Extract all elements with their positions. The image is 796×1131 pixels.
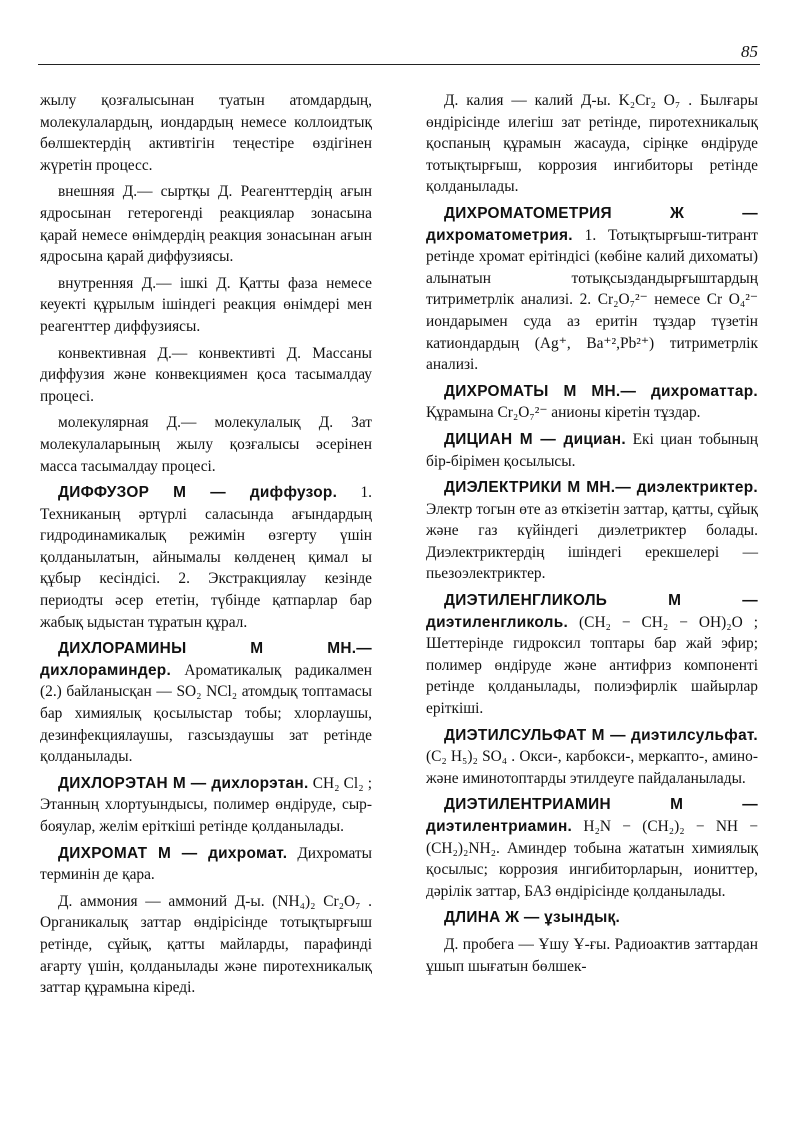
entry-headword: ДИХЛОРАМИНЫ М МН.— дихлораминдер. bbox=[40, 640, 372, 679]
dictionary-entry bbox=[426, 590, 758, 720]
entry-headword: ДИЦИАН М — дициан. bbox=[444, 430, 626, 448]
dictionary-entry bbox=[426, 907, 758, 929]
entry-text: 1. Техниканың әртүрлі саласында ағындардың гидродинамикалық режимін өзгерту үшін қолданылатын, айнымалы көлденең қимал ы құбыр кесіндісі. 2. Экстракциялау кезінде периодты әсер ететін, түбінде қатпарлар бар жабық ыдыстан тұратын құрал. bbox=[40, 484, 372, 631]
entry-text: Д. аммония — аммоний Д-ы. (NH₄)₂ Cr₂O₇ . Органикалық заттар өндірісінде тотықтырғыш ретінде, сұйық, қатты майларды, парафинді ағарту үшін, қолданылады және пиротехникалық заттар құрамына кіреді. bbox=[40, 892, 372, 997]
page-number: 85 bbox=[741, 42, 758, 61]
dictionary-entry bbox=[40, 843, 372, 886]
dictionary-entry bbox=[40, 343, 372, 408]
dictionary-entry bbox=[426, 934, 758, 977]
dictionary-entry bbox=[40, 90, 372, 176]
dictionary-entry bbox=[40, 181, 372, 267]
entry-headword: ДИЭТИЛЕНТРИАМИН М — диэтилентриамин. bbox=[426, 796, 758, 835]
entry-text: (CH₂ − CH₂ − OH)₂O ; Шеттерінде гидроксил топтары бар жай эфир; полимер өндіруде және антифриз компоненті ретінде қолданылады, полиэфирлік шайырлар еріткіші. bbox=[426, 613, 758, 718]
dictionary-entry bbox=[426, 725, 758, 790]
entry-headword: ДИЭТИЛЕНГЛИКОЛЬ М — диэтиленгликоль. bbox=[426, 592, 758, 631]
dictionary-entry bbox=[426, 429, 758, 472]
entry-text: CH₂ Cl₂ ; Этанның хлортуындысы, полимер өндіруде, сыр-бояулар, желім еріткіші ретінде қолданылады. bbox=[40, 774, 372, 835]
entry-text: 1. Тотықтырғыш-титрант ретінде хромат ерітіндісі (көбіне калий дихоматы) алынатын тотықсыздандырғыштардың титриметрлік анализі. 2. Cr₂O₇²⁻ немесе Cr O₄²⁻ иондарымен суда аз еритін тұздар түзетін катиондардың (Ag⁺, Ba⁺²,Pb²⁺) титриметрлік анализі. bbox=[426, 226, 758, 374]
dictionary-entry bbox=[426, 203, 758, 376]
dictionary-entry bbox=[40, 412, 372, 477]
entry-text: внешняя Д.— сыртқы Д. Реагенттердің ағын ядросынан гетерогенді реакциялар зонасына қарай немесе өнімдердің реакция зонасынан ағын ядросына қарай диффузиясы. bbox=[40, 183, 372, 266]
right-column bbox=[426, 90, 758, 982]
dictionary-entry bbox=[40, 638, 372, 768]
entry-text: Екі циан тобының бір-бірімен қосылысы. bbox=[426, 430, 758, 470]
dictionary-entry bbox=[40, 773, 372, 838]
dictionary-entry bbox=[40, 273, 372, 338]
entry-headword: ДИЭЛЕКТРИКИ М МН.— диэлектриктер. bbox=[444, 479, 758, 497]
entry-text: Электр тогын өте аз өткізетін заттар, қатты, сұйық және газ күйіндегі диэлетриктер болады. Диэлектриктердің ішіндегі ерекшелері — пьезоэлектриктер. bbox=[426, 500, 758, 583]
entry-text: Ароматикалық радикалмен (2.) байланысқан — SO₂ NCl₂ атомдық топтамасы бар химиялық қосылыстар тобы; хлорлаушы, дезинфекциялаушы, газсыздаушы зат ретінде қолданылады. bbox=[40, 661, 372, 766]
entry-text: Д. калия — калий Д-ы. K₂Cr₂ O₇ . Былғары өндірісінде илегіш зат ретінде, пиротехникалық қоспаның құрамын жасауда, сіріңке өндіруде тотықтырғыш, коррозия ингибиторы ретінде қолданылады. bbox=[426, 92, 758, 196]
entry-headword: ДИХРОМАТЫ М МН.— дихроматтар. bbox=[444, 382, 758, 400]
left-column bbox=[40, 90, 372, 1004]
dictionary-entry bbox=[40, 482, 372, 633]
entry-headword: ДИФФУЗОР М — диффузор. bbox=[58, 484, 338, 502]
entry-text: внутренняя Д.— ішкі Д. Қатты фаза немесе кеуекті құрылым ішіндегі реакция өнімдері мен реагенттер диффузиясы. bbox=[40, 274, 372, 335]
entry-headword: ДЛИНА Ж — ұзындық. bbox=[444, 909, 621, 927]
header-rule bbox=[38, 64, 760, 65]
entry-text: H₂N − (CH₂)₂ − NH − (CH₂)₂NH₂. Аминдер тобына жататын химиялық қосылыс; коррозия ингибиторларын, иониттер, дәрілік заттар, БАЗ өндірісінде қолданылады. bbox=[426, 818, 758, 900]
entry-text: жылу қозғалысынан туатын атомдардың, молекулалардың, иондардың немесе коллоидтық бөлшектердің активтігін теңестіре өздігінен жүретін процесс. bbox=[40, 92, 372, 174]
entry-text: молекулярная Д.— молекулалық Д. Зат молекулаларының жылу қозғалысы әсерінен масса тасымалдау процесі. bbox=[40, 414, 372, 475]
entry-text: (C₂ H₅)₂ SO₄ . Окси-, карбокси-, меркапто-, амино- және иминотоптарды этилдеуге пайдаланылады. bbox=[426, 748, 758, 787]
entry-text: Дихроматы терминін де қара. bbox=[40, 844, 372, 884]
dictionary-entry bbox=[426, 477, 758, 585]
entry-text: Құрамына Cr₂O₇²⁻ анионы кіретін тұздар. bbox=[426, 404, 701, 422]
dictionary-entry bbox=[40, 891, 372, 999]
entry-text: Д. пробега — Ұшу Ұ-ғы. Радиоактив заттардан ұшып шығатын бөлшек- bbox=[426, 935, 758, 975]
entry-headword: ДИЭТИЛСУЛЬФАТ М — диэтилсульфат. bbox=[444, 726, 758, 744]
entry-headword: ДИХРОМАТОМЕТРИЯ Ж — дихроматометрия. bbox=[426, 204, 758, 244]
dictionary-entry bbox=[426, 90, 758, 198]
entry-headword: ДИХРОМАТ М — дихромат. bbox=[58, 844, 288, 862]
entry-headword: ДИХЛОРЭТАН М — дихлорэтан. bbox=[58, 774, 309, 792]
entry-text: конвективная Д.— конвективті Д. Массаны диффузия және конвекциямен қоса тасымалдау процесі. bbox=[40, 344, 372, 405]
dictionary-entry bbox=[426, 794, 758, 902]
dictionary-entry bbox=[426, 381, 758, 424]
